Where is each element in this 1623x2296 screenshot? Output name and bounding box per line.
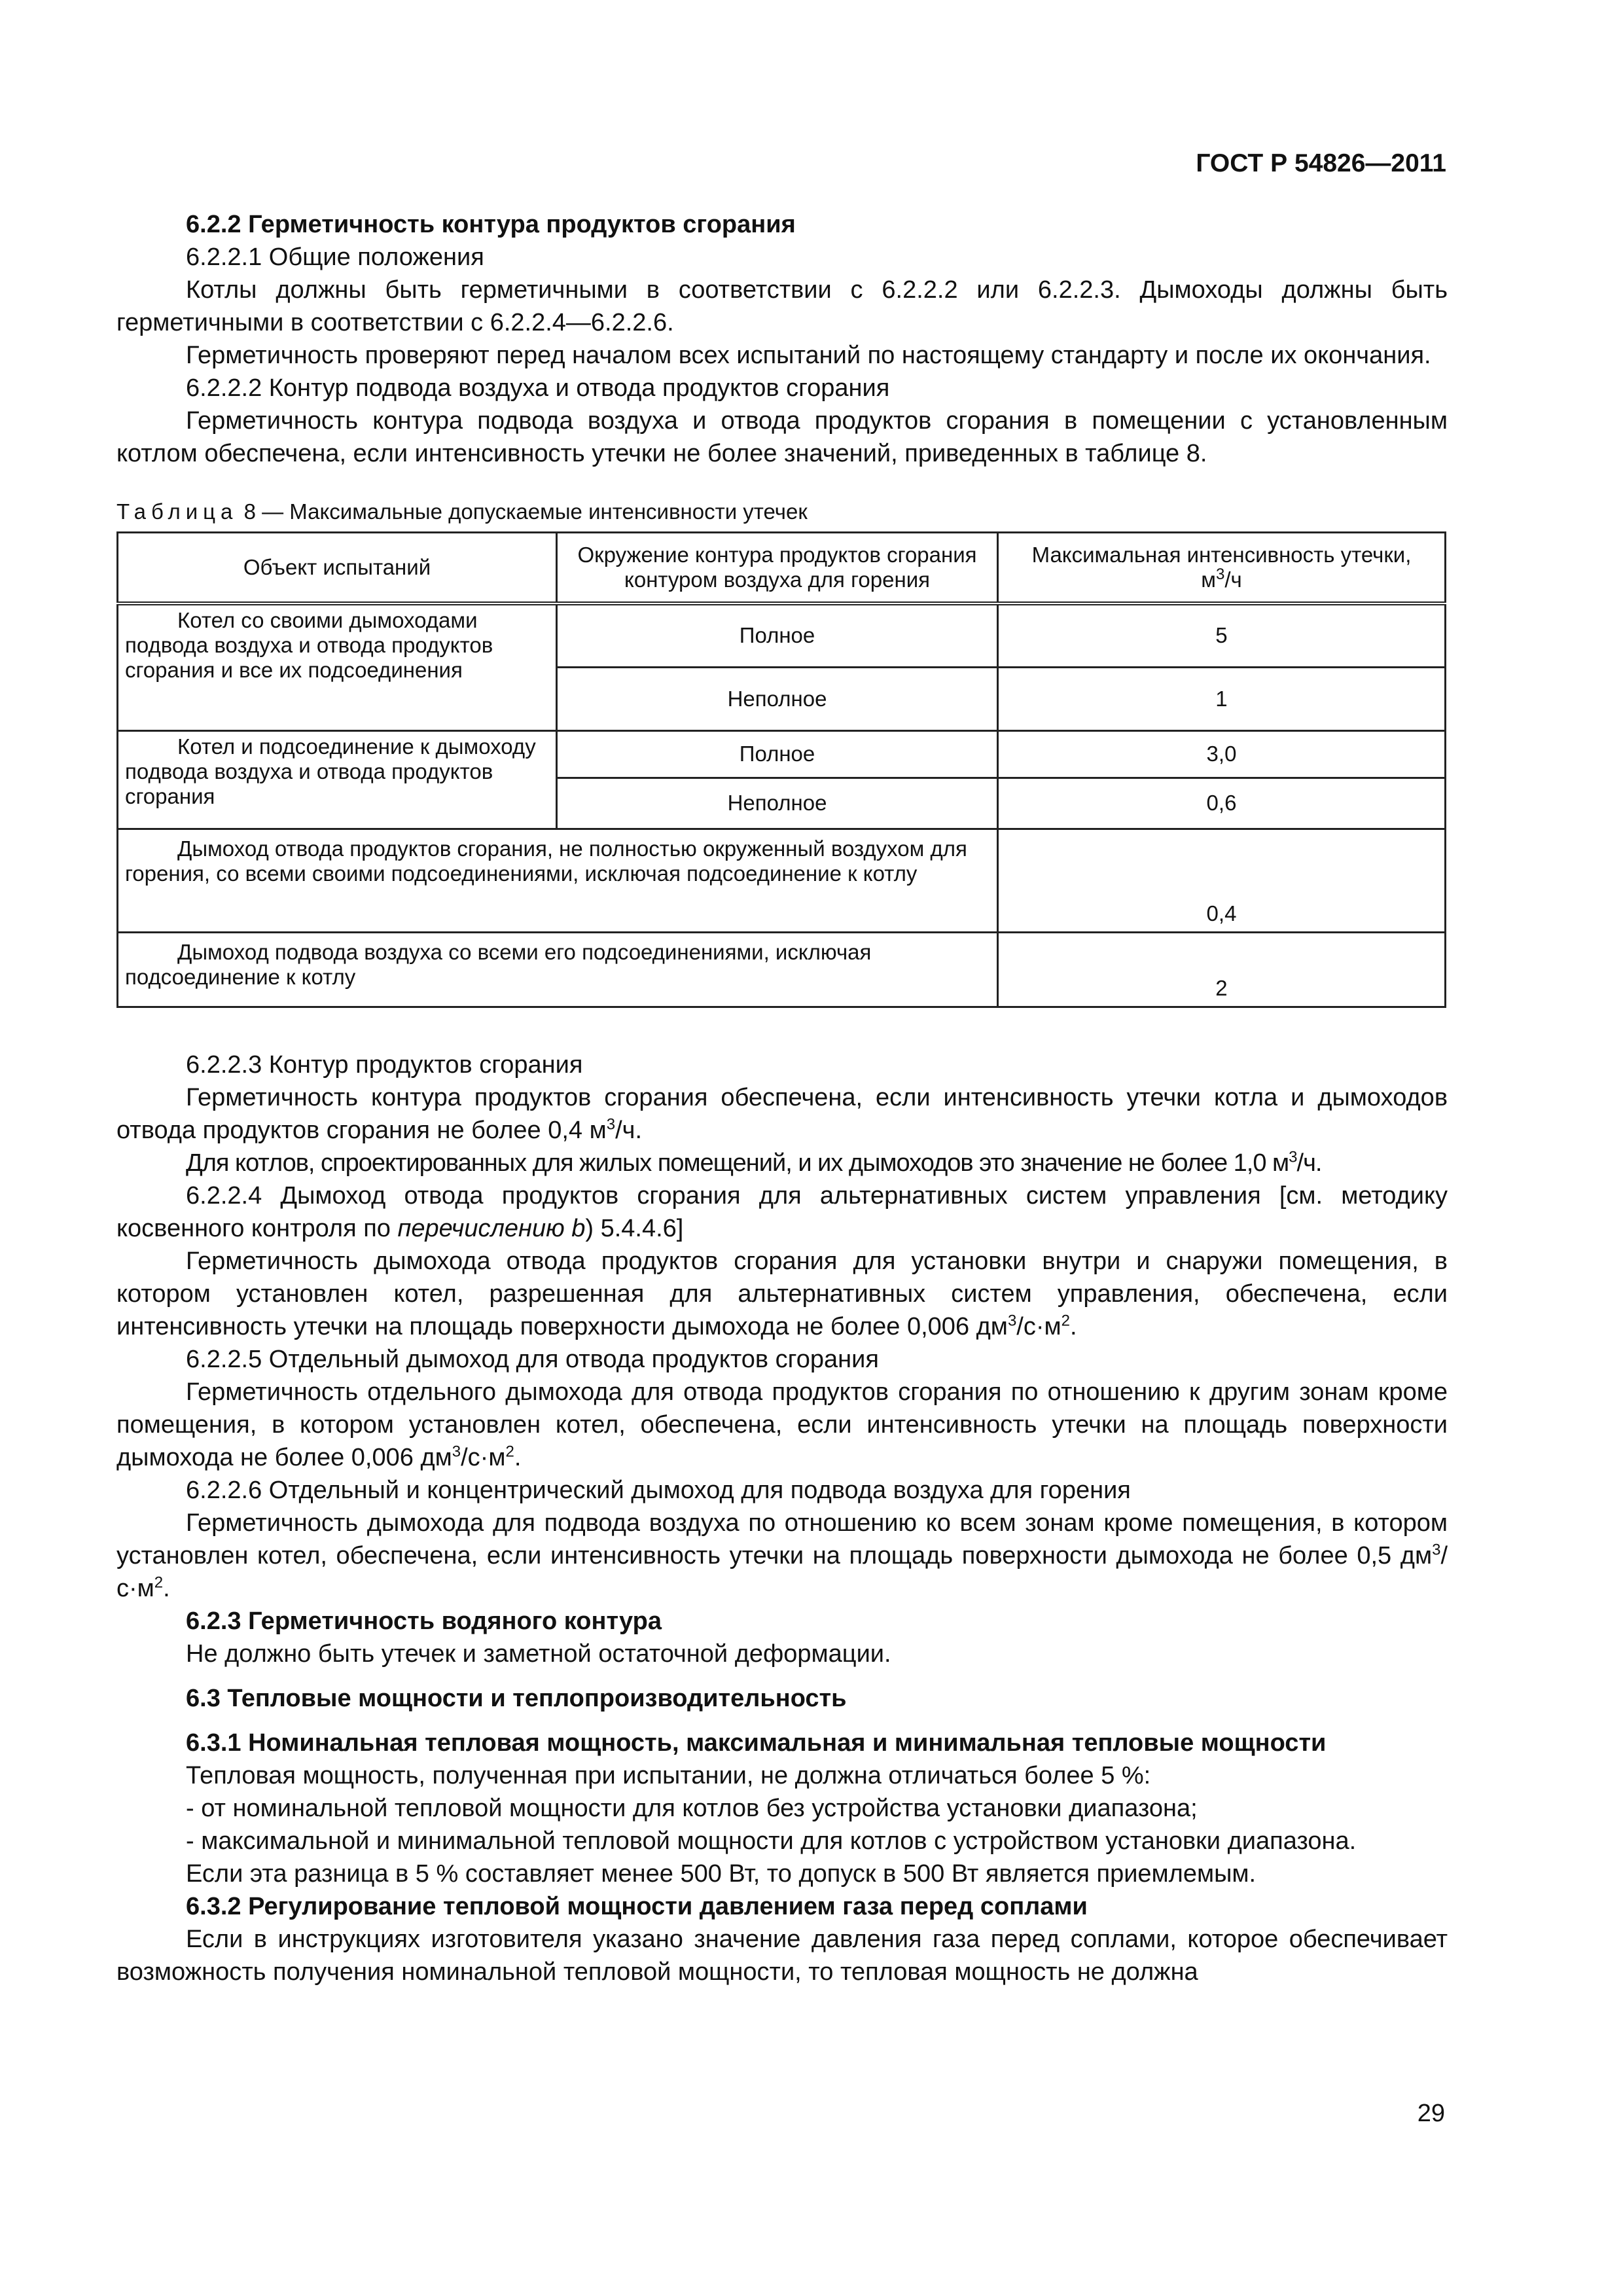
header-cell-unit-tail: /ч xyxy=(1224,567,1242,592)
paragraph: Герметичность контура подвода воздуха и отвода продуктов сгорания в помещении с установленным котлом обеспечена, если интенсивность утечки не более значений, приведенных в таблице 8. xyxy=(116,407,1448,467)
table-cell: 0,6 xyxy=(997,778,1445,829)
section-6-3-title: 6.3 Тепловые мощности и теплопроизводительность xyxy=(186,1684,847,1712)
text: /с·м xyxy=(116,1541,1448,1602)
sup: 2 xyxy=(154,1573,164,1591)
section-6-2-2-5-title: 6.2.2.5 Отдельный дымоход для отвода продуктов сгорания xyxy=(186,1345,879,1373)
paragraph: Если в инструкциях изготовителя указано значение давления газа перед соплами, которое обеспечивает возможность получения номинальной тепловой мощности, то тепловая мощность не должна xyxy=(116,1925,1448,1986)
header-cell-text: Максимальная интенсивность утечки, xyxy=(1031,543,1412,567)
header-cell xyxy=(997,533,1445,604)
table-cell: Неполное xyxy=(557,778,998,829)
text: Для котлов, спроектированных для жилых помещений, и их дымоходов это значение не более 1,0 м xyxy=(186,1149,1289,1177)
text: Герметичность дымохода для подвода воздуха по отношению ко всем зонам кроме помещения, в котором установлен котел, обеспечена, если интенсивность утечки на площадь поверхности дымохода не более 0,5 дм xyxy=(116,1509,1448,1570)
table-row xyxy=(118,730,1446,778)
sup: 3 xyxy=(606,1115,616,1133)
table-caption-text: 8 — Максимальные допускаемые интенсивности утечек xyxy=(243,499,808,524)
table-cell: Котел и подсоединение к дымоходу подвода воздуха и отвода продуктов сгорания xyxy=(118,730,557,829)
text: ) 5.4.4.6] xyxy=(585,1214,684,1242)
table-cell: 2 xyxy=(997,932,1445,1007)
section-6-2-2-title: 6.2.2 Герметичность контура продуктов сгорания xyxy=(186,211,796,238)
section-6-3-1-title: 6.3.1 Номинальная тепловая мощность, максимальная и минимальная тепловые мощности xyxy=(186,1729,1327,1757)
table-cell: Дымоход отвода продуктов сгорания, не полностью окруженный воздухом для горения, со всеми своими подсоединениями, исключая подсоединение к котлу xyxy=(118,829,998,932)
section-6-2-3-title: 6.2.3 Герметичность водяного контура xyxy=(186,1607,662,1635)
sup: 2 xyxy=(1061,1311,1070,1329)
sup: 3 xyxy=(1432,1540,1441,1558)
header-cell-unit: м xyxy=(1201,567,1216,592)
table-cell: 5 xyxy=(997,603,1445,667)
table-row xyxy=(118,932,1446,1007)
paragraph xyxy=(116,1081,1448,1147)
text: Герметичность контура продуктов сгорания обеспечена, если интенсивность утечки котла и дымоходов отвода продуктов сгорания не более 0,4 м xyxy=(116,1083,1448,1144)
text: /ч. xyxy=(1296,1149,1322,1177)
page-body xyxy=(116,208,1448,1988)
text-italic: перечислению b xyxy=(397,1214,586,1242)
text: Герметичность дымохода отвода продуктов сгорания для установки внутри и снаружи помещения, в котором установлен котел, разрешенная для альтернативных систем управления, обеспечена, если интенсивность утечки на площадь поверхности дымохода не более 0,006 дм xyxy=(116,1247,1448,1340)
text: . xyxy=(163,1574,170,1602)
paragraph xyxy=(116,1376,1448,1474)
section-6-2-2-1-title: 6.2.2.1 Общие положения xyxy=(186,243,484,271)
header-cell: Окружение контура продуктов сгорания контуром воздуха для горения xyxy=(557,533,998,604)
paragraph: Не должно быть утечек и заметной остаточной деформации. xyxy=(186,1640,891,1668)
list-item: - максимальной и минимальной тепловой мощности для котлов с устройством установки диапазона. xyxy=(186,1827,1357,1855)
paragraph: Герметичность проверяют перед началом всех испытаний по настоящему стандарту и после их окончания. xyxy=(186,342,1431,369)
section-6-2-2-3-title: 6.2.2.3 Контур продуктов сгорания xyxy=(186,1050,583,1079)
paragraph: Если эта разница в 5 % составляет менее 500 Вт, то допуск в 500 Вт является приемлемым. xyxy=(186,1859,1257,1888)
table-cell: Котел со своими дымоходами подвода воздуха и отвода продуктов сгорания и все их подсоединения xyxy=(118,603,557,730)
text: /с·м xyxy=(1016,1312,1061,1340)
text: . xyxy=(514,1443,522,1471)
table-cell: Полное xyxy=(557,730,998,778)
table-row xyxy=(118,603,1446,667)
section-6-2-2-4-title xyxy=(116,1179,1448,1245)
table-cell: 1 xyxy=(997,667,1445,730)
section-6-3-2-title: 6.3.2 Регулирование тепловой мощности давлением газа перед соплами xyxy=(186,1892,1088,1920)
table-cell: Дымоход подвода воздуха со всеми его подсоединениями, исключая подсоединение к котлу xyxy=(118,932,998,1007)
text: /ч. xyxy=(615,1116,643,1144)
paragraph: Котлы должны быть герметичными в соответствии с 6.2.2.2 или 6.2.2.3. Дымоходы должны быть герметичными в соответствии с 6.2.2.4—6.2.2.6. xyxy=(116,276,1448,336)
leak-rate-table xyxy=(116,531,1446,1008)
sup: 3 xyxy=(1007,1311,1017,1329)
list-item: - от номинальной тепловой мощности для котлов без устройства установки диапазона; xyxy=(186,1794,1198,1822)
table-row xyxy=(118,829,1446,932)
paragraph xyxy=(116,1507,1448,1605)
paragraph xyxy=(116,1245,1448,1343)
page-number: 29 xyxy=(1417,2100,1445,2127)
table-cell: Полное xyxy=(557,603,998,667)
table-cell: 0,4 xyxy=(997,829,1445,932)
text: . xyxy=(1070,1312,1077,1340)
text: Герметичность отдельного дымохода для отвода продуктов сгорания по отношению к другим зонам кроме помещения, в котором установлен котел, обеспечена, если интенсивность утечки на площадь поверхности дымохода не более 0,006 дм xyxy=(116,1378,1448,1471)
table-cell: 3,0 xyxy=(997,730,1445,778)
sup: 3 xyxy=(1289,1147,1297,1166)
sup: 3 xyxy=(452,1442,461,1460)
header-cell: Объект испытаний xyxy=(118,533,557,604)
header-cell-unit-sup: 3 xyxy=(1215,565,1225,583)
document-code: ГОСТ Р 54826—2011 xyxy=(1196,149,1446,177)
text: /с·м xyxy=(461,1443,506,1471)
table-cell: Неполное xyxy=(557,667,998,730)
paragraph xyxy=(116,1147,1448,1179)
table-header-row xyxy=(118,533,1446,604)
paragraph: Тепловая мощность, полученная при испытании, не должна отличаться более 5 %: xyxy=(186,1761,1151,1789)
table-caption-label: Таблица xyxy=(116,499,238,524)
sup: 2 xyxy=(505,1442,514,1460)
table-caption xyxy=(116,499,1448,525)
section-6-2-2-6-title: 6.2.2.6 Отдельный и концентрический дымоход для подвода воздуха для горения xyxy=(186,1476,1131,1504)
text: 6.2.2.4 Дымоход отвода продуктов сгорания для альтернативных систем управления [см. методику косвенного контроля по xyxy=(116,1181,1448,1242)
section-6-2-2-2-title: 6.2.2.2 Контур подвода воздуха и отвода продуктов сгорания xyxy=(186,374,890,402)
